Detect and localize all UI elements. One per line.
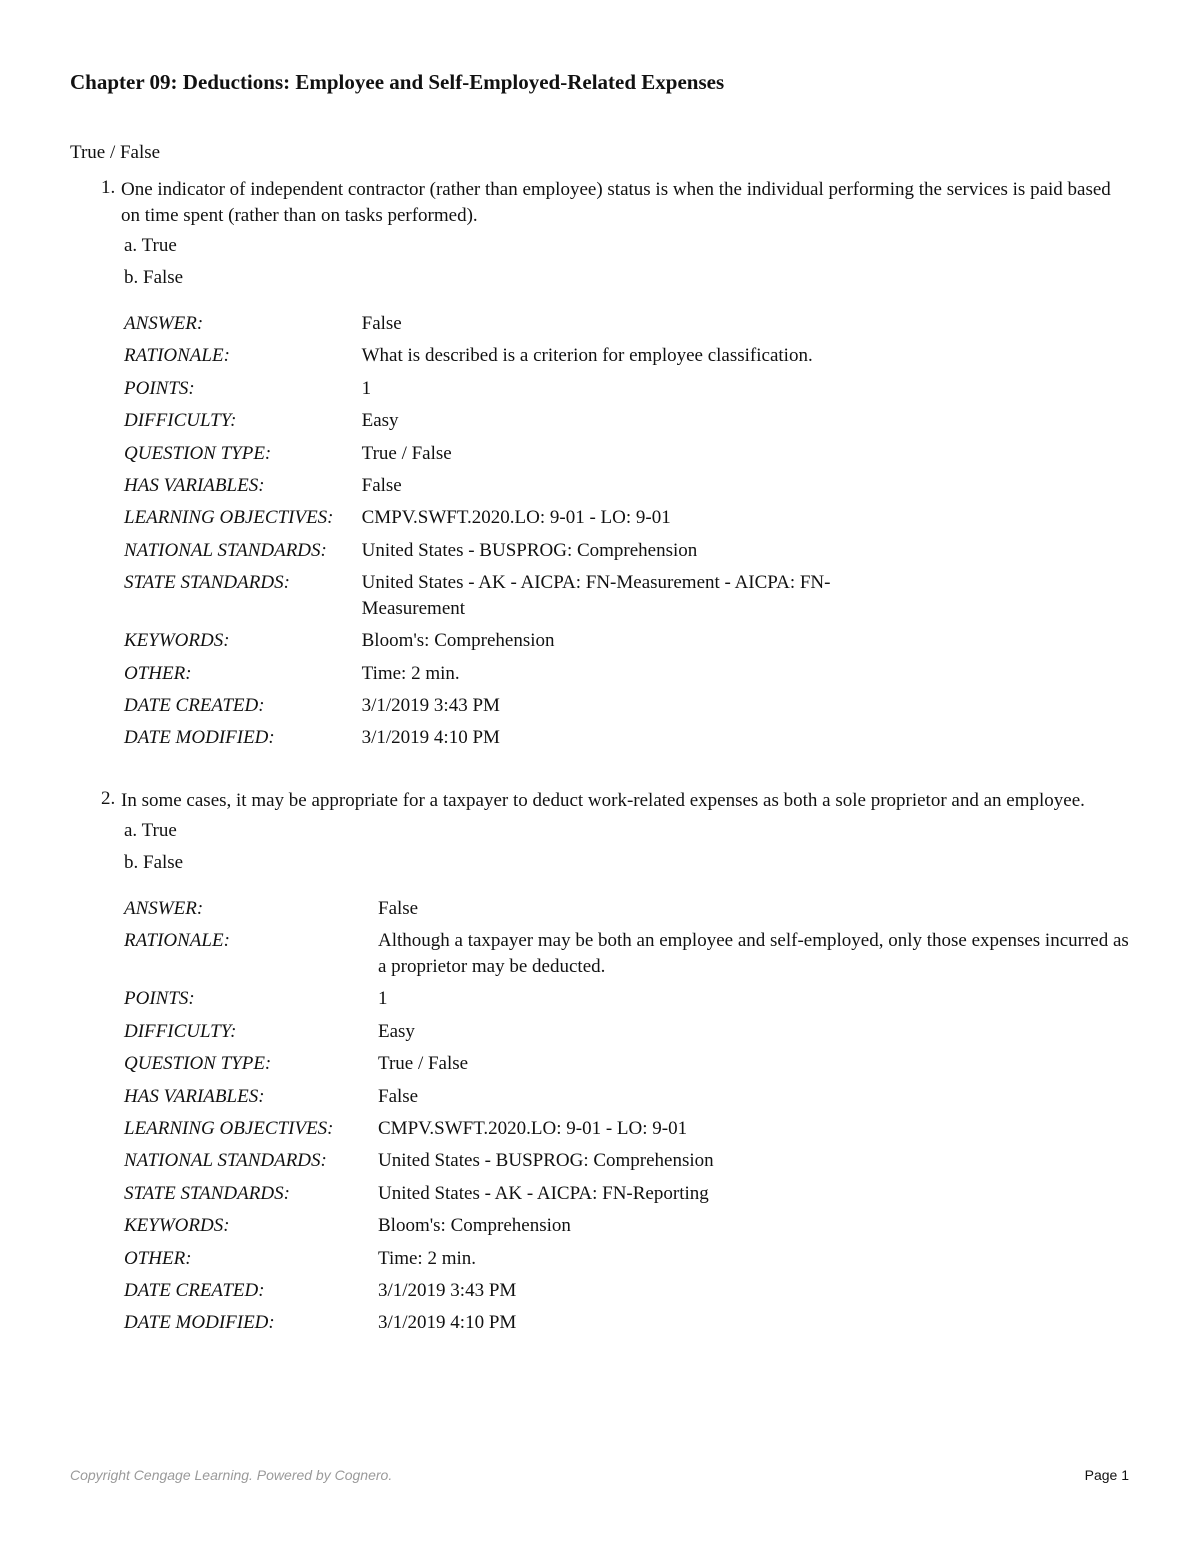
choice-b: b. False	[124, 267, 184, 288]
meta-value: True / False	[361, 442, 452, 464]
meta-row-state-standards	[124, 570, 1200, 628]
meta-label: DATE CREATED:	[124, 1279, 265, 1301]
meta-row-points	[124, 986, 1138, 1018]
meta-row-keywords	[124, 628, 1200, 660]
meta-label: RATIONALE:	[124, 930, 230, 952]
meta-label: NATIONAL STANDARDS:	[124, 539, 327, 561]
meta-row-answer	[124, 896, 1138, 928]
meta-label: OTHER:	[124, 1247, 192, 1269]
meta-row-answer	[124, 311, 1200, 343]
meta-label: LEARNING OBJECTIVES:	[124, 507, 334, 529]
choice-a: a. True	[124, 235, 177, 256]
meta-row-learning-objectives	[124, 1116, 1138, 1148]
meta-value: True / False	[378, 1053, 469, 1075]
choice-b: b. False	[124, 852, 184, 873]
meta-label: DATE CREATED:	[124, 694, 265, 716]
meta-value: United States - BUSPROG: Comprehension	[361, 539, 698, 561]
meta-label: DATE MODIFIED:	[124, 1312, 275, 1334]
meta-row-rationale	[124, 343, 1200, 375]
meta-row-other	[124, 1246, 1138, 1278]
question-number: 1.	[101, 177, 116, 198]
question-text: In some cases, it may be appropriate for a taxpayer to deduct work-related expenses as both a sole proprietor and an employee.	[121, 790, 1085, 811]
answer-choices	[124, 818, 1200, 882]
meta-label: KEYWORDS:	[124, 630, 230, 652]
meta-row-learning-objectives	[124, 505, 1200, 537]
meta-row-question-type	[124, 1051, 1138, 1083]
meta-value: Easy	[361, 410, 399, 432]
meta-label: QUESTION TYPE:	[124, 442, 272, 464]
meta-value: Although a taxpayer may be both an employee and self-employed, only those expenses incurred as a proprietor may be deducted.	[378, 930, 1129, 978]
meta-label: DATE MODIFIED:	[124, 727, 275, 749]
meta-value: 1	[361, 377, 372, 399]
meta-label: LEARNING OBJECTIVES:	[124, 1117, 334, 1139]
meta-value: United States - BUSPROG: Comprehension	[378, 1150, 714, 1172]
meta-value: 1	[378, 988, 388, 1010]
question-metadata	[124, 896, 1138, 1343]
meta-value: Time: 2 min.	[361, 662, 460, 684]
meta-value: Time: 2 min.	[378, 1247, 477, 1269]
meta-value: CMPV.SWFT.2020.LO: 9-01 - LO: 9-01	[378, 1117, 688, 1139]
meta-row-date-modified	[124, 1310, 1138, 1342]
page-title: Chapter 09: Deductions: Employee and Self-Employed-Related Expenses	[70, 70, 725, 94]
meta-value: 3/1/2019 3:43 PM	[361, 694, 500, 716]
meta-row-date-created	[124, 693, 1200, 725]
meta-label: DIFFICULTY:	[124, 1020, 237, 1042]
meta-value: 3/1/2019 3:43 PM	[378, 1279, 517, 1301]
meta-value: False	[378, 1085, 419, 1107]
meta-value: United States - AK - AICPA: FN-Measurement - AICPA: FN-Measurement	[361, 572, 831, 620]
meta-value: CMPV.SWFT.2020.LO: 9-01 - LO: 9-01	[361, 507, 671, 529]
meta-row-rationale	[124, 928, 1138, 986]
section-heading: True / False	[70, 142, 161, 163]
meta-row-national-standards	[124, 1148, 1138, 1180]
meta-value: 3/1/2019 4:10 PM	[378, 1312, 517, 1334]
meta-row-difficulty	[124, 408, 1200, 440]
meta-label: STATE STANDARDS:	[124, 572, 290, 594]
meta-value: United States - AK - AICPA: FN-Reporting	[378, 1182, 709, 1204]
meta-label: QUESTION TYPE:	[124, 1053, 272, 1075]
meta-value: Bloom's: Comprehension	[378, 1215, 571, 1237]
meta-label: STATE STANDARDS:	[124, 1182, 290, 1204]
meta-row-date-modified	[124, 725, 1200, 757]
meta-value: What is described is a criterion for employee classification.	[361, 345, 813, 367]
meta-row-national-standards	[124, 538, 1200, 570]
meta-value: Easy	[378, 1020, 415, 1042]
meta-value: False	[361, 474, 402, 496]
question-2	[0, 788, 1200, 1343]
meta-row-state-standards	[124, 1181, 1138, 1213]
meta-label: RATIONALE:	[124, 345, 230, 367]
meta-label: DIFFICULTY:	[124, 410, 237, 432]
meta-row-date-created	[124, 1278, 1138, 1310]
meta-value: Bloom's: Comprehension	[361, 630, 555, 652]
choice-a: a. True	[124, 820, 177, 841]
meta-label: HAS VARIABLES:	[124, 1085, 265, 1107]
meta-label: KEYWORDS:	[124, 1215, 230, 1237]
meta-row-keywords	[124, 1213, 1138, 1245]
meta-row-has-variables	[124, 473, 1200, 505]
meta-label: HAS VARIABLES:	[124, 474, 265, 496]
meta-label: POINTS:	[124, 377, 195, 399]
meta-row-has-variables	[124, 1084, 1138, 1116]
question-1	[0, 177, 1200, 758]
meta-value: 3/1/2019 4:10 PM	[361, 727, 500, 749]
answer-choices	[124, 233, 1200, 297]
meta-value: False	[361, 313, 402, 334]
meta-label: ANSWER:	[124, 313, 204, 334]
meta-row-points	[124, 376, 1200, 408]
meta-label: POINTS:	[124, 988, 195, 1010]
meta-row-difficulty	[124, 1019, 1138, 1051]
meta-label: OTHER:	[124, 662, 192, 684]
meta-label: ANSWER:	[124, 898, 204, 919]
question-number: 2.	[101, 788, 116, 809]
meta-label: NATIONAL STANDARDS:	[124, 1150, 327, 1172]
meta-row-other	[124, 661, 1200, 693]
meta-value: False	[378, 898, 419, 919]
copyright-notice: Copyright Cengage Learning. Powered by Cognero.	[70, 1467, 393, 1483]
page-number: Page 1	[1084, 1467, 1129, 1483]
question-text: One indicator of independent contractor (rather than employee) status is when the individual performing the services is paid based on time spent (rather than on tasks performed).	[121, 179, 1111, 226]
question-metadata	[124, 311, 1200, 758]
meta-row-question-type	[124, 441, 1200, 473]
